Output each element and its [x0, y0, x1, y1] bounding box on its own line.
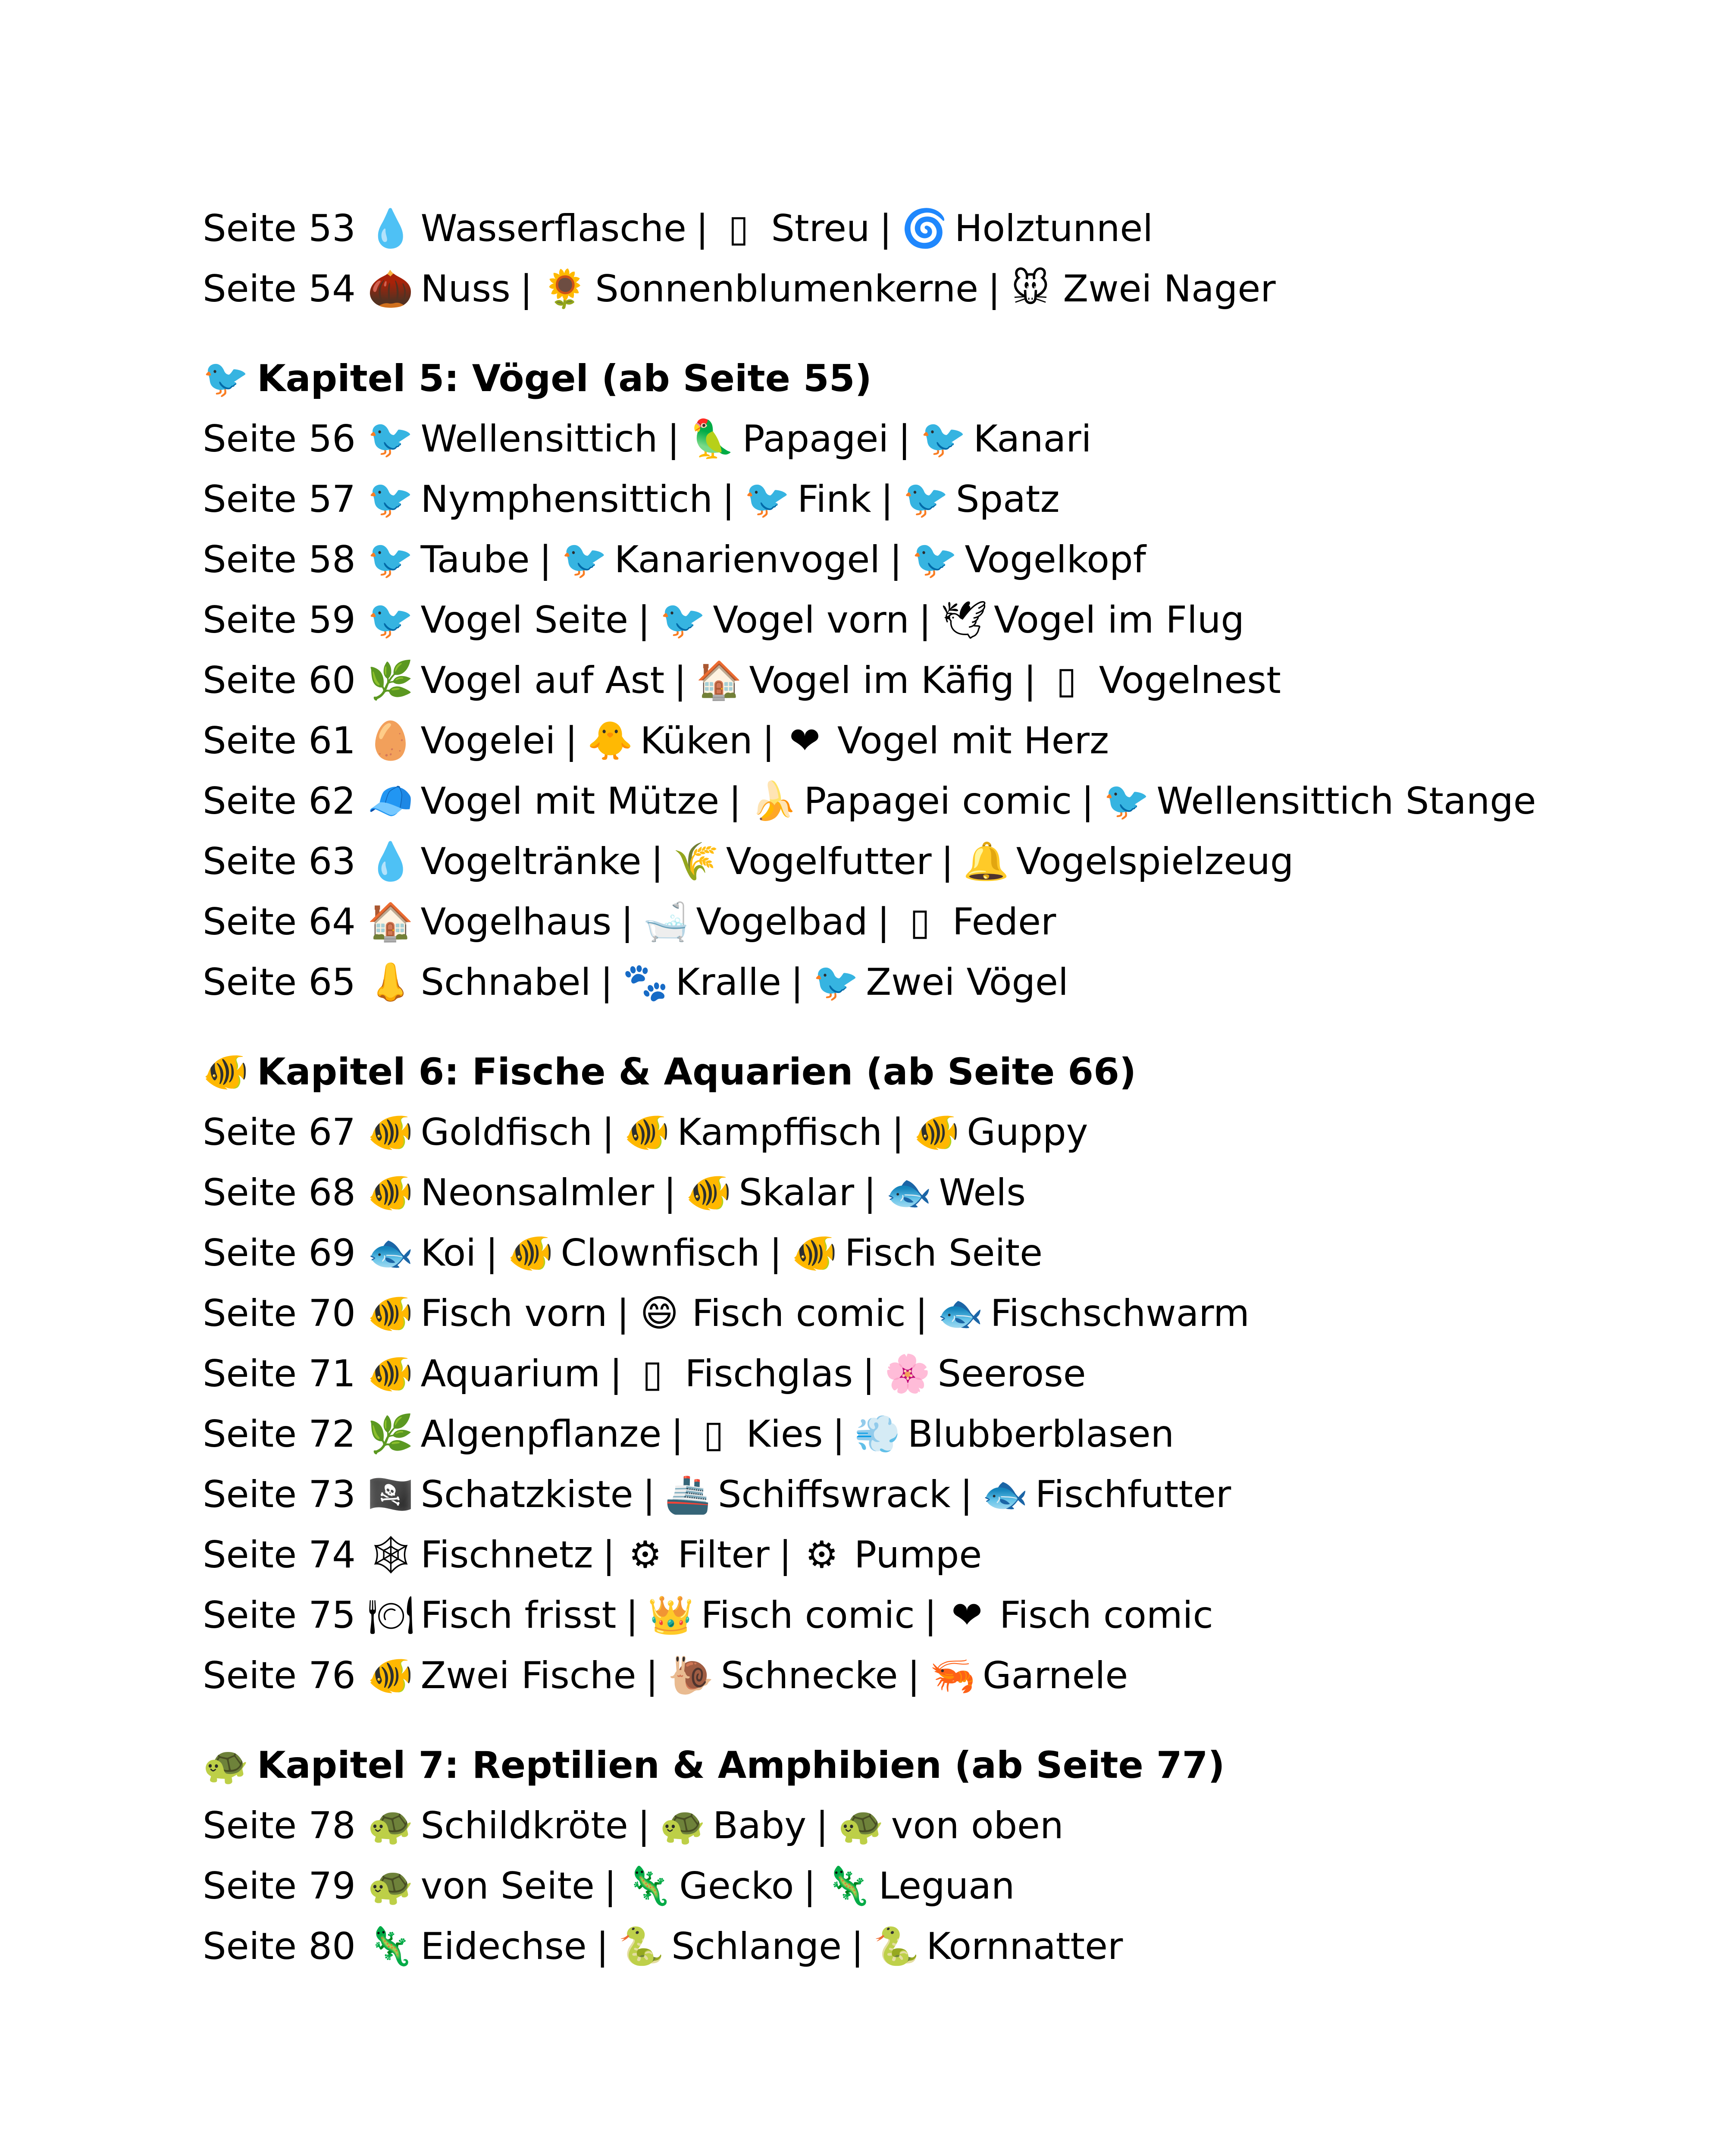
item-label: Kralle — [675, 961, 781, 1004]
item-label: Vogelfutter — [726, 840, 932, 883]
section-gap — [203, 319, 1626, 348]
item-label: Spatz — [955, 478, 1060, 521]
separator: | — [667, 417, 680, 461]
parrot-icon: 🦜 — [689, 417, 736, 461]
page-number: Seite 64 — [203, 900, 356, 943]
fish-icon: 🐟 — [367, 1232, 414, 1275]
page-entry — [203, 771, 1626, 831]
page-entry — [203, 409, 1626, 469]
snake-icon: 🐍 — [873, 1925, 920, 1968]
item-label: Eidechse — [420, 1925, 587, 1968]
item-label: Holztunnel — [954, 207, 1153, 250]
separator: | — [604, 1865, 617, 1908]
chapter-heading — [203, 348, 1626, 409]
page-entry — [203, 1344, 1626, 1404]
item-label: Schnabel — [420, 961, 591, 1004]
page-number: Seite 74 — [203, 1533, 356, 1576]
item-label: Nymphensittich — [420, 478, 713, 521]
separator: | — [645, 1654, 658, 1697]
page-entry — [203, 259, 1626, 319]
item-label: Feder — [952, 900, 1056, 943]
tropical-fish-icon: 🐠 — [686, 1171, 732, 1214]
bird-icon: 🐦 — [561, 538, 608, 581]
separator: | — [600, 961, 613, 1004]
item-label: Koi — [420, 1232, 476, 1275]
page-number: Seite 57 — [203, 478, 356, 521]
page-entry — [203, 1585, 1626, 1645]
turtle-icon: 🐢 — [367, 1865, 414, 1908]
item-label: Baby — [713, 1804, 807, 1847]
page-number: Seite 73 — [203, 1473, 356, 1516]
item-label: Kampffisch — [677, 1111, 883, 1154]
item-label: Streu — [771, 207, 870, 250]
item-label: Skalar — [739, 1171, 855, 1214]
separator: | — [596, 1925, 609, 1968]
herb-icon: 🌿 — [367, 659, 414, 702]
separator: | — [816, 1804, 829, 1847]
item-label: Schnecke — [720, 1654, 898, 1697]
separator: | — [762, 719, 775, 762]
separator: | — [626, 1594, 639, 1637]
page-number: Seite 67 — [203, 1111, 356, 1154]
fork-knife-plate-icon: 🍽 — [367, 1594, 415, 1637]
item-label: Neonsalmler — [420, 1171, 655, 1214]
item-label: Taube — [420, 538, 530, 581]
tropical-fish-icon: 🐠 — [791, 1232, 838, 1275]
turtle-icon: 🐢 — [659, 1804, 706, 1847]
chapter-heading — [203, 1042, 1626, 1102]
house-icon: 🏠 — [367, 900, 414, 943]
page-number: Seite 59 — [203, 599, 356, 642]
item-label: Filter — [677, 1533, 770, 1576]
item-label: Sonnenblumenkerne — [595, 267, 978, 310]
item-label: Fischnetz — [420, 1533, 593, 1576]
separator: | — [889, 538, 902, 581]
paw-prints-icon: 🐾 — [622, 961, 669, 1004]
item-label: Fisch vorn — [420, 1292, 608, 1335]
tropical-fish-icon: 🐠 — [507, 1232, 554, 1275]
separator: | — [988, 267, 1000, 310]
separator: | — [877, 900, 890, 943]
page-number: Seite 70 — [203, 1292, 356, 1335]
item-label: Vogel im Käfig — [749, 659, 1015, 702]
item-label: Wellensittich Stange — [1156, 780, 1536, 823]
item-label: Kanari — [973, 417, 1092, 461]
document-body — [203, 198, 1626, 1977]
chick-icon: 🐥 — [587, 719, 633, 762]
section-gap — [203, 1706, 1626, 1735]
mouse-face-icon: 🐭 — [1011, 267, 1050, 310]
gear-icon: ⚙ — [805, 1533, 839, 1576]
item-label: Küken — [640, 719, 753, 762]
item-label: Algenpflanze — [420, 1413, 662, 1456]
page-entry — [203, 1102, 1626, 1163]
bathtub-icon: 🛁 — [643, 900, 689, 943]
bird-icon: 🐦 — [920, 417, 967, 461]
grinning-face-icon: 😄 — [640, 1292, 679, 1335]
missing-glyph-icon: ▯ — [909, 900, 930, 943]
section-gap — [203, 1012, 1626, 1042]
item-label: Zwei Nager — [1063, 267, 1276, 310]
item-label: Vogelei — [420, 719, 556, 762]
page-entry — [203, 892, 1626, 952]
separator: | — [722, 478, 735, 521]
separator: | — [602, 1533, 615, 1576]
page-number: Seite 58 — [203, 538, 356, 581]
item-label: Papagei comic — [804, 780, 1072, 823]
tropical-fish-icon: 🐠 — [367, 1111, 414, 1154]
separator: | — [851, 1925, 864, 1968]
separator: | — [1081, 780, 1094, 823]
separator: | — [907, 1654, 920, 1697]
separator: | — [941, 840, 954, 883]
page-entry — [203, 952, 1626, 1012]
item-label: Pumpe — [854, 1533, 982, 1576]
item-label: Fischglas — [685, 1352, 853, 1395]
separator: | — [520, 267, 532, 310]
page-entry — [203, 1404, 1626, 1464]
item-label: Gecko — [679, 1865, 794, 1908]
item-label: Zwei Vögel — [866, 961, 1068, 1004]
item-label: Schildkröte — [420, 1804, 628, 1847]
bird-icon: 🐦 — [1103, 780, 1150, 823]
page-number: Seite 54 — [203, 267, 356, 310]
item-label: Leguan — [878, 1865, 1015, 1908]
page-entry — [203, 1464, 1626, 1525]
separator: | — [602, 1111, 614, 1154]
separator: | — [924, 1594, 937, 1637]
item-label: Vogel im Flug — [994, 599, 1245, 642]
item-label: Fisch frisst — [420, 1594, 617, 1637]
sheaf-of-rice-icon: 🌾 — [673, 840, 719, 883]
item-label: Kanarienvogel — [614, 538, 880, 581]
missing-glyph-icon: ▯ — [703, 1413, 724, 1456]
page-number: Seite 60 — [203, 659, 356, 702]
page-number: Seite 61 — [203, 719, 356, 762]
item-label: Fisch Seite — [844, 1232, 1043, 1275]
item-label: Vogel auf Ast — [420, 659, 665, 702]
turtle-icon: 🐢 — [838, 1804, 884, 1847]
chapter-title: Kapitel 5: Vögel (ab Seite 55) — [257, 357, 872, 400]
heart-icon: ❤ — [951, 1594, 983, 1637]
snake-icon: 🐍 — [618, 1925, 664, 1968]
page-entry — [203, 1796, 1626, 1856]
page-entry — [203, 469, 1626, 530]
item-label: Aquarium — [420, 1352, 601, 1395]
separator: | — [637, 1804, 650, 1847]
item-label: Guppy — [967, 1111, 1088, 1154]
separator: | — [898, 417, 911, 461]
page-entry — [203, 198, 1626, 259]
page-number: Seite 78 — [203, 1804, 356, 1847]
egg-icon: 🥚 — [367, 719, 414, 762]
item-label: Schiffswrack — [717, 1473, 951, 1516]
bird-icon: 🐦 — [812, 961, 859, 1004]
dove-icon: 🕊 — [940, 599, 988, 642]
page-number: Seite 63 — [203, 840, 356, 883]
item-label: Vogel vorn — [713, 599, 909, 642]
separator: | — [638, 599, 650, 642]
item-label: Blubberblasen — [907, 1413, 1175, 1456]
page-number: Seite 72 — [203, 1413, 356, 1456]
gear-icon: ⚙ — [628, 1533, 662, 1576]
item-label: Kornnatter — [926, 1925, 1123, 1968]
page-number: Seite 71 — [203, 1352, 356, 1395]
separator: | — [803, 1865, 816, 1908]
tropical-fish-icon: 🐠 — [914, 1111, 960, 1154]
bird-icon: 🐦 — [902, 478, 949, 521]
item-label: Clownfisch — [561, 1232, 760, 1275]
item-label: Schlange — [671, 1925, 842, 1968]
item-label: Nuss — [420, 267, 511, 310]
sunflower-icon: 🌻 — [542, 267, 589, 310]
bird-icon: 🐦 — [367, 538, 414, 581]
heart-icon: ❤ — [789, 719, 821, 762]
separator: | — [892, 1111, 904, 1154]
bird-icon: 🐦 — [367, 478, 414, 521]
item-label: Vogelhaus — [420, 900, 612, 943]
separator: | — [1024, 659, 1037, 702]
item-label: Vogelspielzeug — [1016, 840, 1294, 883]
page-entry — [203, 831, 1626, 892]
page-entry — [203, 650, 1626, 711]
separator: | — [779, 1533, 792, 1576]
crown-icon: 👑 — [648, 1594, 694, 1637]
bird-icon: 🐦 — [367, 599, 414, 642]
fish-icon: 🐟 — [886, 1171, 932, 1214]
page-number: Seite 68 — [203, 1171, 356, 1214]
cap-icon: 🧢 — [367, 780, 414, 823]
page-entry — [203, 1223, 1626, 1283]
separator: | — [617, 1292, 630, 1335]
separator: | — [960, 1473, 973, 1516]
item-label: Fisch comic — [999, 1594, 1213, 1637]
item-label: Vogel mit Herz — [837, 719, 1109, 762]
separator: | — [915, 1292, 928, 1335]
fish-icon: 🐟 — [982, 1473, 1028, 1516]
cyclone-icon: 🌀 — [901, 207, 948, 250]
turtle-icon: 🐢 — [367, 1804, 414, 1847]
missing-glyph-icon: ▯ — [728, 207, 749, 250]
item-label: Fischschwarm — [990, 1292, 1250, 1335]
item-label: Vogeltränke — [420, 840, 642, 883]
chestnut-icon: 🌰 — [367, 267, 414, 310]
page-entry — [203, 590, 1626, 650]
page-entry — [203, 1856, 1626, 1916]
separator: | — [880, 478, 893, 521]
bird-icon: 🐦 — [367, 417, 414, 461]
snail-icon: 🐌 — [667, 1654, 714, 1697]
separator: | — [485, 1232, 498, 1275]
item-label: Garnele — [982, 1654, 1128, 1697]
bird-icon: 🐦 — [744, 478, 790, 521]
missing-glyph-icon: ▯ — [1056, 659, 1077, 702]
page-entry — [203, 1283, 1626, 1344]
house-icon: 🏠 — [696, 659, 742, 702]
shrimp-icon: 🦐 — [929, 1654, 976, 1697]
separator: | — [790, 961, 803, 1004]
item-label: Seerose — [937, 1352, 1086, 1395]
page-number: Seite 79 — [203, 1865, 356, 1908]
separator: | — [674, 659, 687, 702]
herb-icon: 🌿 — [367, 1413, 414, 1456]
page-entry — [203, 1916, 1626, 1977]
item-label: Wels — [939, 1171, 1026, 1214]
page-entry — [203, 711, 1626, 771]
chapter-title: Kapitel 6: Fische & Aquarien (ab Seite 66) — [257, 1050, 1137, 1094]
tropical-fish-icon: 🐠 — [367, 1171, 414, 1214]
page-entry — [203, 1525, 1626, 1585]
separator: | — [864, 1171, 877, 1214]
page-entry — [203, 530, 1626, 590]
turtle-icon: 🐢 — [203, 1744, 249, 1787]
page-number: Seite 80 — [203, 1925, 356, 1968]
spider-web-icon: 🕸 — [367, 1533, 415, 1576]
cherry-blossom-icon: 🌸 — [884, 1352, 931, 1395]
dash-icon: 💨 — [854, 1413, 901, 1456]
chapter-heading — [203, 1735, 1626, 1796]
bird-icon: 🐦 — [660, 599, 706, 642]
separator: | — [832, 1413, 845, 1456]
separator: | — [769, 1232, 782, 1275]
item-label: Papagei — [742, 417, 889, 461]
separator: | — [651, 840, 664, 883]
item-label: Kies — [746, 1413, 823, 1456]
fish-icon: 🐟 — [937, 1292, 983, 1335]
item-label: Schatzkiste — [420, 1473, 633, 1516]
separator: | — [695, 207, 708, 250]
page-entry — [203, 1645, 1626, 1706]
tropical-fish-icon: 🐠 — [367, 1292, 414, 1335]
item-label: Vogel Seite — [420, 599, 629, 642]
item-label: Fisch comic — [701, 1594, 915, 1637]
page-number: Seite 76 — [203, 1654, 356, 1697]
item-label: Goldfisch — [420, 1111, 592, 1154]
item-label: Zwei Fische — [420, 1654, 636, 1697]
bird-icon: 🐦 — [911, 538, 958, 581]
tropical-fish-icon: 🐠 — [367, 1654, 414, 1697]
item-label: Wellensittich — [420, 417, 658, 461]
page-number: Seite 53 — [203, 207, 356, 250]
lizard-icon: 🦎 — [626, 1865, 672, 1908]
separator: | — [610, 1352, 623, 1395]
separator: | — [918, 599, 931, 642]
item-label: Fisch comic — [692, 1292, 906, 1335]
separator: | — [729, 780, 742, 823]
page-number: Seite 65 — [203, 961, 356, 1004]
separator: | — [862, 1352, 875, 1395]
separator: | — [565, 719, 578, 762]
droplet-icon: 💧 — [367, 207, 414, 250]
page-entry — [203, 1163, 1626, 1223]
separator: | — [621, 900, 634, 943]
separator: | — [539, 538, 552, 581]
separator: | — [642, 1473, 655, 1516]
item-label: von Seite — [420, 1865, 595, 1908]
droplet-icon: 💧 — [367, 840, 414, 883]
page-number: Seite 56 — [203, 417, 356, 461]
ship-icon: 🚢 — [664, 1473, 711, 1516]
bird-icon: 🐦 — [203, 357, 249, 400]
missing-glyph-icon: ▯ — [642, 1352, 663, 1395]
page-number: Seite 69 — [203, 1232, 356, 1275]
item-label: Vogelkopf — [965, 538, 1146, 581]
page-number: Seite 75 — [203, 1594, 356, 1637]
separator: | — [664, 1171, 677, 1214]
tropical-fish-icon: 🐠 — [367, 1352, 414, 1395]
item-label: Vogel mit Mütze — [420, 780, 720, 823]
separator: | — [671, 1413, 684, 1456]
pirate-flag-icon: 🏴‍☠️ — [367, 1473, 414, 1516]
item-label: Vogelnest — [1099, 659, 1281, 702]
item-label: Vogelbad — [696, 900, 868, 943]
bell-icon: 🔔 — [963, 840, 1009, 883]
tropical-fish-icon: 🐠 — [623, 1111, 670, 1154]
item-label: Fischfutter — [1035, 1473, 1231, 1516]
item-label: Wasserflasche — [420, 207, 686, 250]
chapter-title: Kapitel 7: Reptilien & Amphibien (ab Seite 77) — [257, 1744, 1225, 1787]
item-label: von oben — [891, 1804, 1064, 1847]
separator: | — [879, 207, 892, 250]
lizard-icon: 🦎 — [825, 1865, 872, 1908]
page-number: Seite 62 — [203, 780, 356, 823]
nose-icon: 👃 — [367, 961, 414, 1004]
item-label: Fink — [797, 478, 871, 521]
lizard-icon: 🦎 — [367, 1925, 414, 1968]
banana-icon: 🍌 — [751, 780, 797, 823]
tropical-fish-icon: 🐠 — [203, 1050, 249, 1094]
